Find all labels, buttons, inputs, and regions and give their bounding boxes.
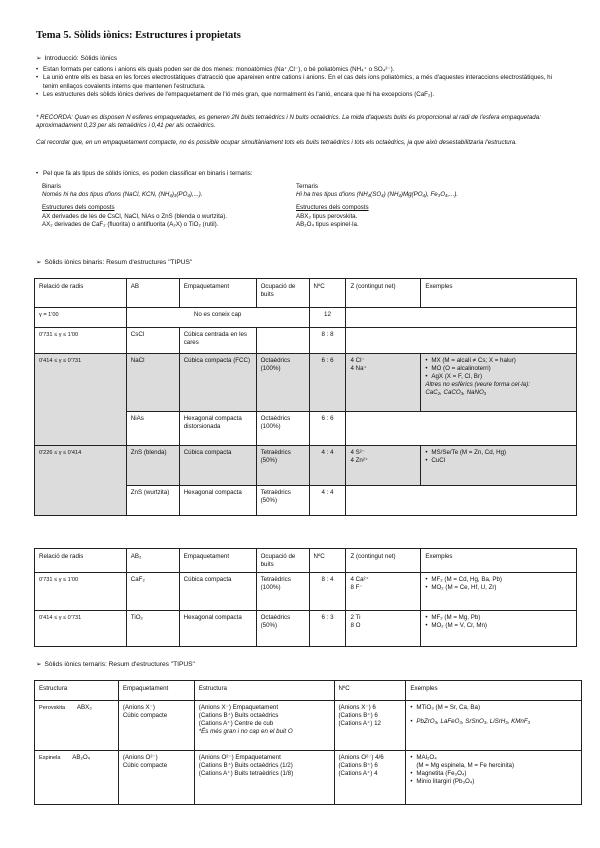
cell-occ: Tetraèdrics (100%) — [256, 573, 309, 611]
cell-ex — [421, 486, 577, 516]
list-item: • Magnetita (Fe₃O₄) — [410, 770, 577, 778]
list-item: • MO₂ (M = V, Cr, Mn) — [425, 622, 572, 630]
list-item: • MO (O = alcalinoterri) — [425, 365, 572, 373]
binaris-sub: Estructures dels composts — [42, 204, 115, 212]
nc-line: (Cations B⁺) 6 — [338, 762, 378, 769]
classify-bullet — [36, 170, 566, 178]
col-header: NºC — [334, 681, 406, 701]
cell-pack: No es coneix cap — [126, 308, 309, 328]
cell-ex — [421, 611, 577, 647]
cell-z — [346, 354, 421, 412]
cell-pack: Cúbica compacta — [179, 446, 256, 486]
cell-ex — [406, 751, 582, 805]
list-item: • CuCl — [425, 457, 572, 465]
col-header: Z (contingut net) — [346, 279, 421, 308]
cell-nc: 8 : 4 — [309, 573, 346, 611]
cell-struct-detail — [194, 701, 334, 751]
structure-name: Espinela — [39, 755, 61, 761]
col-header: Empaquetament — [179, 549, 256, 573]
cell-occ: Octaèdrics (100%) — [256, 412, 309, 446]
section-ternaris-heading — [36, 660, 195, 668]
list-item: • Les estructures dels sòlids iònics derives de l'empaquetament de l'ió més gran, que normalment és l'anió, encara que hi ha excepcions (CaF₂). — [36, 91, 566, 99]
cell-ab: TiO₂ — [126, 611, 179, 647]
table-ab2 — [34, 548, 577, 647]
z-cation: 4 Na⁺ — [350, 365, 367, 372]
col-header: Relació de radis — [35, 279, 127, 308]
structure-formula: ABX₃ — [76, 704, 92, 711]
cell-ab: CsCl — [126, 328, 179, 354]
ex-sub: (M = Mg espinela, M = Fe hercinita) — [416, 762, 515, 769]
col-header: NºC — [309, 279, 346, 308]
cell-nc: 4 : 4 — [309, 486, 346, 516]
detail-line: (Cations A⁺) Centre de cub — [198, 720, 274, 727]
cell-ratio: 0'414 ≤ γ ≤ 0'731 — [35, 354, 127, 446]
ternaris-line1: ABX₃ tipus perovskita. — [296, 212, 358, 220]
table-row — [35, 354, 577, 412]
cell-occ: Octaèdrics (100%) — [256, 354, 309, 412]
list-item: • MTiO₃ (M = Sr, Ca, Ba) — [410, 704, 577, 712]
table-row — [35, 446, 577, 486]
ternaris-sub: Estructures dels composts — [296, 204, 369, 212]
z-anion: 8 F⁻ — [350, 584, 363, 591]
nc-line: (Cations A⁺) 12 — [338, 720, 381, 727]
nc-line: (Cations B⁺) 6 — [338, 712, 378, 719]
col-header: Empaquetament — [179, 279, 256, 308]
cell-ex — [406, 701, 582, 751]
cell-occ: Octaèdrics (50%) — [256, 611, 309, 647]
binaris-line1: AX derivades de les de CsCl, NaCl, NiAs o ZnS (blenda o wurtzita). — [42, 212, 228, 220]
table-header-row — [35, 549, 577, 573]
cell-nc: 6 : 6 — [309, 354, 346, 412]
section-intro-label: Introducció: Sòlids iònics — [44, 55, 118, 62]
arrow-right-icon: ➢ — [36, 661, 42, 668]
cell-structure — [35, 751, 119, 805]
ex-note2: CaC₂, CaCO₃, NaNO₃ — [425, 389, 487, 396]
ternaris-label: Ternaris — [296, 183, 319, 190]
reminder-note: Cal recordar que, en un empaquetament compacte, no és possible ocupar simultàniament tots els buits tetraèdrics i tots els octaèdrics, ja que això desestabilitzaria l'estructura. — [36, 139, 517, 146]
cell-nc: 4 : 4 — [309, 446, 346, 486]
col-header: AB — [126, 279, 179, 308]
detail-line: (Cations A⁺) Buits tetraèdrics (1/8) — [198, 770, 294, 777]
cell-ab: CaF₂ — [126, 573, 179, 611]
list-item: • MO₂ (M = Ce, Hf, U, Zr) — [425, 584, 572, 592]
section-binaris-heading — [36, 258, 192, 266]
table-row — [35, 308, 577, 328]
structure-name: Perovskita — [39, 705, 66, 711]
list-item: • MS/Se/Te (M = Zn, Cd, Hg) — [425, 449, 572, 457]
cell-occ: Tetraèdrics (50%) — [256, 446, 309, 486]
table-ternaris — [34, 680, 582, 805]
table-header-row — [35, 279, 577, 308]
col-header: Relació de radis — [35, 549, 127, 573]
cell-pack: Hexagonal compacta — [179, 486, 256, 516]
section-binaris-label: Sòlids iònics binaris: Resum d'estructures "TIPUS" — [44, 259, 193, 266]
binaris-block — [42, 183, 292, 229]
table-ab — [34, 278, 577, 516]
ternaris-block — [296, 183, 566, 229]
cell-pack: Hexagonal compacta — [179, 611, 256, 647]
cell-ex — [421, 354, 577, 412]
page-title: Tema 5. Sòlids iònics: Estructures i propietats — [36, 30, 241, 41]
table-row — [35, 573, 577, 611]
cell-pack: Cúbica compacta — [179, 573, 256, 611]
col-header: Exemples — [406, 681, 582, 701]
section-intro-heading — [36, 54, 117, 62]
arrow-right-icon: ➢ — [36, 55, 42, 62]
nc-line: (Anions O²⁻) 4/6 — [338, 754, 384, 761]
col-header: Empaquetament — [118, 681, 194, 701]
z-cation: 4 Ca²⁺ — [350, 576, 369, 583]
ex-note: Altres no esfèrics (veure forma cel·la): — [425, 381, 530, 388]
detail-line: (Anions O²⁻) Empaquetament — [198, 754, 281, 761]
detail-line: (Anions X⁻) Empaquetament — [198, 704, 279, 711]
cell-pack — [118, 751, 194, 805]
pack-line: Cúbic compacte — [122, 712, 168, 719]
cell-nc: 8 : 8 — [309, 328, 346, 354]
recorda-note: * RECORDA: Quan es disposen N esferes empaquetades, es generen 2N buits tetraèdrics i N buits octaèdrics. La mida d'aquests buits és proporcional al radi de l'esfera empaquetada: aproximadament 0,23 per als tetraèdrics i 0,41 per als octaèdrics. — [36, 114, 541, 129]
ternaris-desc: Hi ha tres tipus d'ions (NH₄(SO₄) (NH₄)Mg(PO₄), Fe₃O₄,...). — [296, 191, 459, 199]
arrow-right-icon: ➢ — [36, 259, 42, 266]
col-header: Exemples — [421, 549, 577, 573]
pack-line: Cúbic compacte — [122, 762, 168, 769]
pack-line: (Anions X⁻) — [122, 704, 155, 711]
cell-z — [346, 308, 421, 328]
cell-ratio: γ = 1'00 — [35, 308, 127, 328]
cell-pack — [118, 701, 194, 751]
cell-nc: 6 : 3 — [309, 611, 346, 647]
section-ternaris-label: Sòlids iònics ternaris: Resum d'estructures "TIPUS" — [44, 661, 195, 668]
col-header: Z (contingut net) — [346, 549, 421, 573]
z-anion: 8 O — [350, 622, 361, 629]
col-header: Estructura — [35, 681, 119, 701]
z-cation: 4 Zn²⁺ — [350, 457, 369, 464]
cell-ex — [421, 446, 577, 486]
binaris-label: Binaris — [42, 183, 61, 190]
cell-ex — [421, 328, 577, 354]
cell-ratio: 0'731 ≤ γ ≤ 1'00 — [35, 328, 127, 354]
col-header: Estructura — [194, 681, 334, 701]
cell-ratio: 0'414 ≤ γ ≤ 0'731 — [35, 611, 127, 647]
cell-occ — [256, 328, 309, 354]
col-header: NºC — [309, 549, 346, 573]
cell-occ: Tetraèdrics (50%) — [256, 486, 309, 516]
structure-formula: AB₂O₄ — [72, 754, 91, 761]
list-item: • Minio litargiri (Pb₃O₄) — [410, 778, 577, 786]
list-item: • Pel que fa als tipus de sòlids iònics, es poden classificar en binaris i ternaris: — [36, 170, 566, 178]
cell-z — [346, 573, 421, 611]
z-cation: 2 Ti — [350, 614, 361, 621]
list-item: • La unió entre ells es basa en les forces electrostàtiques d'atracció que apareixen entre cations i anions. En el cas dels ions poliatòmics, a més d'aquestes interaccions electrostàtiques, hi tenim enllaços covalents interns que mantenen l'estructura. — [36, 74, 566, 91]
cell-structure — [35, 701, 119, 751]
detail-line: (Cations B⁺) Buits octaèdrics (1/2) — [198, 762, 293, 769]
cell-ex — [421, 308, 577, 328]
list-item: • PbZrO₃, LaFeO₃, SrSnO₃, LiSrH₃, KMnF₃ — [410, 718, 577, 726]
z-anion: 4 Cl⁻ — [350, 357, 365, 364]
cell-ex — [421, 573, 577, 611]
cell-z — [346, 328, 421, 354]
cell-z — [346, 611, 421, 647]
list-item: • Estan formats per cations i anions els quals poden ser de dos menes: monoatòmics (Na⁺,Cl⁻), o bé poliatòmics (NH₄⁺ o SO₄²⁻). — [36, 66, 566, 74]
table-row — [35, 751, 582, 805]
list-item: • AgX (X = F, Cl, Br) — [425, 373, 572, 381]
list-item: • MF₂ (M = Mg, Pb) — [425, 614, 572, 622]
table-header-row — [35, 681, 582, 701]
binaris-line2: AX₂ derivades de CaF₂ (fluorita) o antifluorita (A₂X) o TiO₂ (rutil). — [42, 220, 219, 228]
cell-nc: 12 — [309, 308, 346, 328]
z-anion: 4 S²⁻ — [350, 449, 366, 456]
cell-pack: Cúbica centrada en les cares — [179, 328, 256, 354]
table-row — [35, 701, 582, 751]
detail-note: *És més gran i no cap en el buit O — [198, 728, 293, 735]
list-item: • MAl₂O₄ — [410, 754, 577, 762]
table-row — [35, 328, 577, 354]
detail-line: (Cations B⁺) Buits octaèdrics — [198, 712, 279, 719]
table-row — [35, 611, 577, 647]
cell-ratio: 0'226 ≤ γ ≤ 0'414 — [35, 446, 127, 516]
list-item: • MX (M = alcalí ≠ Cs; X = halur) — [425, 357, 572, 365]
cell-z — [346, 486, 421, 516]
cell-nc — [334, 701, 406, 751]
cell-pack: Hexagonal compacta distorsionada — [179, 412, 256, 446]
intro-bullets — [36, 66, 566, 100]
list-item: • MF₂ (M = Cd, Hg, Ba, Pb) — [425, 576, 572, 584]
cell-nc: 6 : 6 — [309, 412, 346, 446]
pack-line: (Anions O²⁻) — [122, 754, 158, 761]
cell-ratio: 0'731 ≤ γ ≤ 1'00 — [35, 573, 127, 611]
cell-struct-detail — [194, 751, 334, 805]
col-header: Ocupació de buits — [256, 279, 309, 308]
nc-line: (Cations A⁺) 4 — [338, 770, 378, 777]
cell-z — [346, 412, 421, 446]
cell-pack: Cúbica compacta (FCC) — [179, 354, 256, 412]
cell-ab: ZnS (wurtzita) — [126, 486, 179, 516]
cell-ab: ZnS (blenda) — [126, 446, 179, 486]
cell-ex — [421, 412, 577, 446]
col-header: Exemples — [421, 279, 577, 308]
nc-line: (Anions X⁻) 6 — [338, 704, 376, 711]
col-header: AB₂ — [126, 549, 179, 573]
col-header: Ocupació de buits — [256, 549, 309, 573]
cell-z — [346, 446, 421, 486]
binaris-desc: Només hi ha dos tipus d'ions (NaCl, KCN, (NH₄)₃(PO₄),...). — [42, 191, 203, 199]
ternaris-line2: AB₂O₄ tipus espinel·la. — [296, 220, 359, 228]
cell-ab: NiAs — [126, 412, 179, 446]
cell-nc — [334, 751, 406, 805]
cell-ab: NaCl — [126, 354, 179, 412]
